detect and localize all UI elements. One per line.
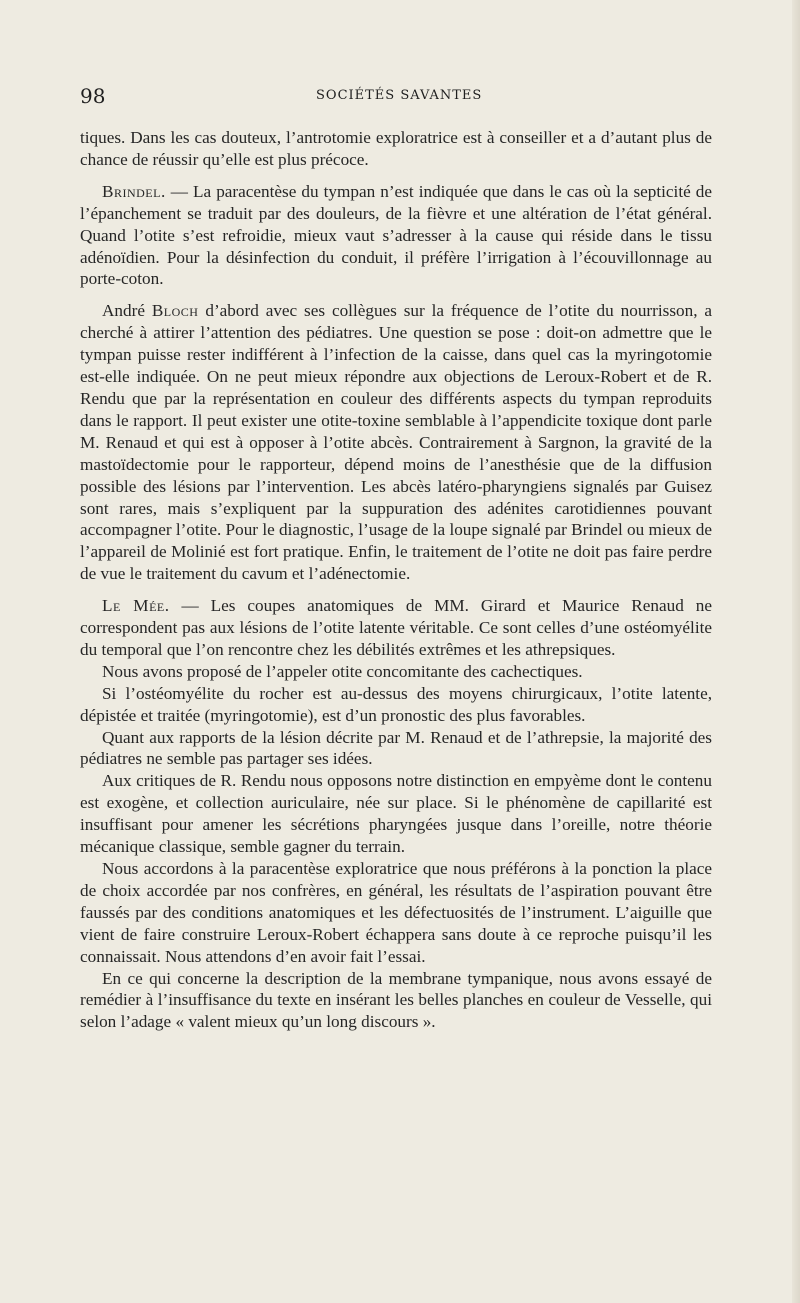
paragraph: En ce qui concerne la description de la membrane tympanique, nous avons essayé de remédier à l’insuffisance du texte en insérant les belles planches en couleur de Vesselle, qui selon l’adage « valent mieux qu’un long discours ».	[80, 968, 712, 1032]
page-header	[80, 84, 720, 108]
speaker-name: Le Mée.	[102, 596, 170, 616]
running-head: SOCIÉTÉS SAVANTES	[316, 88, 483, 103]
paragraph-le-mee: Le Mée. — Les coupes anatomiques de MM. Girard et Maurice Renaud ne correspondent pas aux lésions de l’otite latente véritable. Ce sont celles d’une ostéomyélite du temporal que l’on rencontre chez les débilités extrêmes et les athrepsiques.	[80, 596, 712, 659]
paragraph-brindel: Brindel. — La paracentèse du tympan n’est indiquée que dans le cas où la septicité de l’épanchement se traduit par des douleurs, de la fièvre et une altération de l’état général. Quand l’otite s’est refroidie, mieux vaut s’adresser à la cause qui réside dans le tissu adénoïdien. Pour la désinfection du conduit, il préfère l’irrigation à l’écouvillonnage au porte-coton.	[80, 181, 712, 289]
paragraph: Nous accordons à la paracentèse exploratrice que nous préférons à la ponction la place de choix accordée par nos confrères, en général, les résultats de l’aspiration pouvant être faussés par des conditions anatomiques et les défectuosités de l’instrument. L’aiguille que vient de faire construire Leroux-Robert échappera sans doute à ce reproche puisqu’il les connaissait. Nous attendons d’en avoir fait l’essai.	[80, 859, 712, 966]
body-text	[80, 127, 712, 1033]
paragraph: Aux critiques de R. Rendu nous opposons notre distinction en empyème dont le contenu est exogène, et collection auriculaire, née sur place. Si le phénomène de capillarité est insuffisant pour amener les sécrétions pharyngées jusque dans l’oreille, notre théorie mécanique classique, semble gagner du terrain.	[80, 771, 712, 857]
speaker-name: Bloch	[151, 301, 199, 321]
speaker-name: Brindel.	[102, 181, 166, 201]
paragraph-bloch: André Bloch d’abord avec ses collègues sur la fréquence de l’otite du nourrisson, a cherché à attirer l’attention des pédiatres. Une question se pose : doit-on admettre que le tympan puisse rester indifférent à l’infection de la caisse, dans quel cas la myringotomie est-elle indiquée. On ne peut mieux répondre aux objections de Leroux-Robert et de R. Rendu que par la représentation en couleur des différents aspects du tympan reproduits dans le rapport. Il peut exister une otite-toxine semblable à l’appendicite toxique dont parle M. Renaud et qui est à opposer à l’otite abcès. Contrairement à Sargnon, la gravité de la mastoïdectomie pour le rapporteur, dépend moins de l’anesthésie que de la diffusion possible des lésions par l’intervention. Les abcès latéro-pharyngiens signalés par Guisez sont rares, mais s’expliquent par la suppuration des adénites carotidiennes pouvant accompagner l’otite. Pour le diagnostic, l’usage de la loupe signalé par Brindel ou mieux de l’appareil de Molinié est fort pratique. Enfin, le traitement de l’otite ne doit pas faire perdre de vue le traitement du cavum et l’adénectomie.	[80, 301, 713, 584]
paragraph-continuation: tiques. Dans les cas douteux, l’antrotomie exploratrice est à conseiller et a d’autant plus de chance de réussir qu’elle est plus précoce.	[80, 128, 712, 169]
paragraph: Si l’ostéomyélite du rocher est au-dessus des moyens chirurgicaux, l’otite latente, dépistée et traitée (myringotomie), est d’un pronostic des plus favorables.	[80, 683, 712, 725]
page-edge-shadow	[792, 0, 800, 1303]
page-number: 98	[80, 84, 106, 108]
paragraph: Nous avons proposé de l’appeler otite concomitante des cachectiques.	[102, 661, 583, 681]
paragraph: Quant aux rapports de la lésion décrite par M. Renaud et de l’athrepsie, la majorité des pédiatres ne semble pas partager ses idées.	[80, 727, 712, 769]
